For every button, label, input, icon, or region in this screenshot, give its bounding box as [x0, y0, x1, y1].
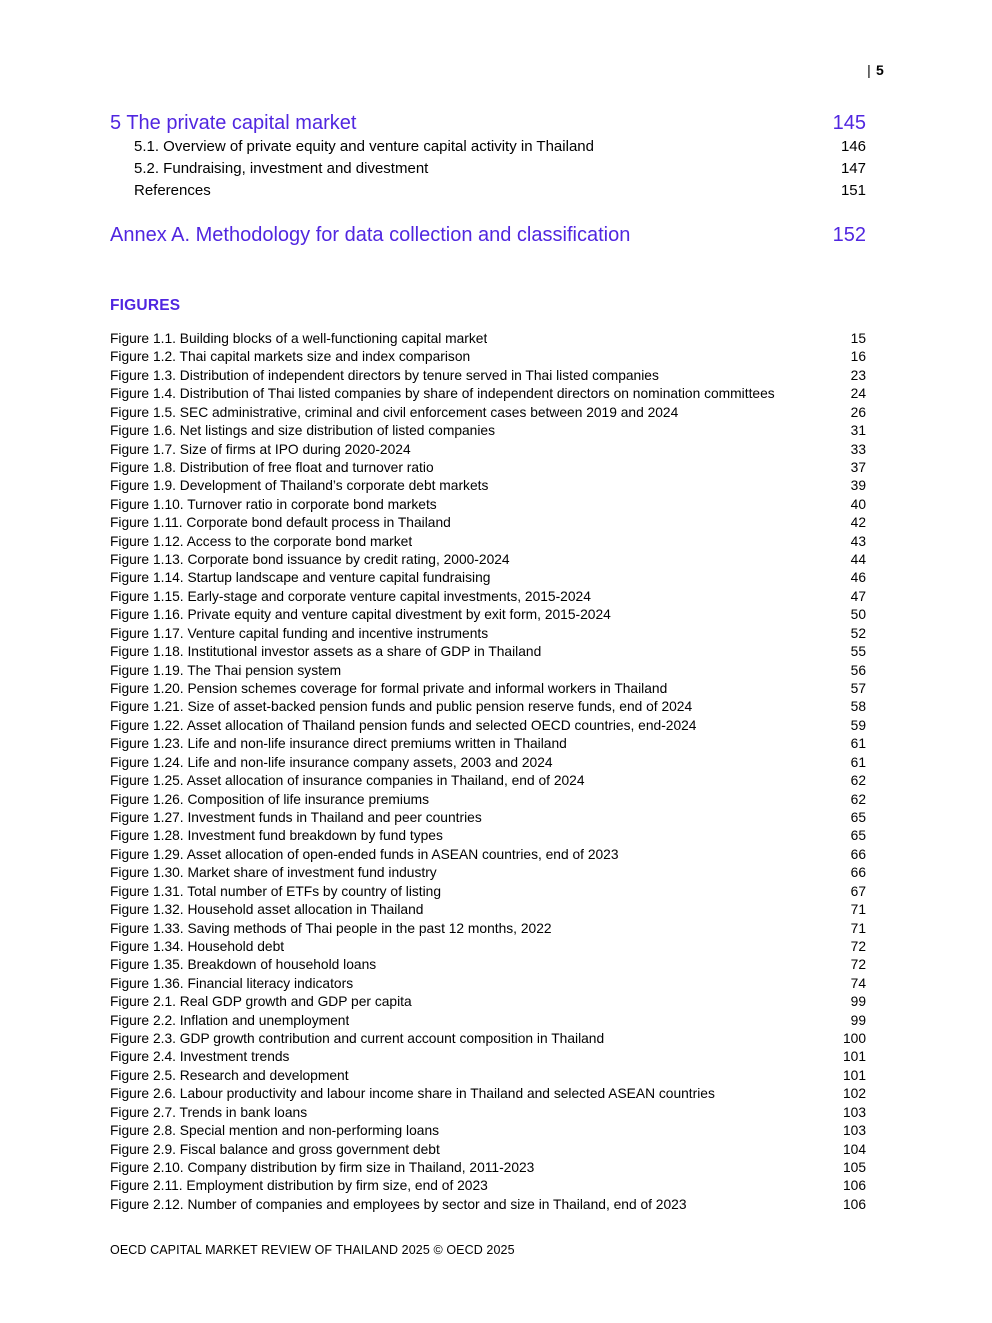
- figure-entry[interactable]: [110, 938, 866, 956]
- page-number: 5: [876, 62, 884, 78]
- figure-entry[interactable]: [110, 441, 866, 459]
- figure-entry[interactable]: [110, 1012, 866, 1030]
- toc-entry-chapter[interactable]: [110, 110, 866, 136]
- figure-entry[interactable]: [110, 1104, 866, 1122]
- figure-entry-title: Figure 1.22. Asset allocation of Thailand pension funds and selected OECD countries, end-2024: [110, 717, 697, 733]
- figure-entry[interactable]: [110, 883, 866, 901]
- figure-entry[interactable]: [110, 569, 866, 587]
- figure-entry-title: Figure 1.16. Private equity and venture capital divestment by exit form, 2015-2024: [110, 607, 611, 623]
- figure-entry[interactable]: [110, 1030, 866, 1048]
- figure-entry[interactable]: [110, 551, 866, 569]
- figure-entry[interactable]: [110, 422, 866, 440]
- figure-entry-page-number: 65: [850, 828, 866, 844]
- figure-entry[interactable]: [110, 864, 866, 882]
- toc-entry-section[interactable]: [110, 158, 866, 180]
- figure-entry-page-number: 15: [850, 331, 866, 346]
- figure-entry-title: Figure 1.36. Financial literacy indicators: [110, 975, 354, 991]
- toc-entry-page-number: 145: [832, 112, 866, 134]
- figure-entry-page-number: 104: [842, 1141, 866, 1157]
- toc-entry-annex[interactable]: [110, 222, 866, 248]
- figure-entry-page-number: 99: [850, 994, 866, 1010]
- figure-entry[interactable]: [110, 1177, 866, 1195]
- figure-entry-page-number: 66: [850, 865, 866, 881]
- figure-entry-page-number: 71: [850, 920, 866, 936]
- figure-entry-page-number: 46: [850, 570, 866, 586]
- figure-entry-page-number: 101: [842, 1049, 866, 1065]
- figure-entry[interactable]: [110, 1085, 866, 1103]
- figure-entry-title: Figure 1.33. Saving methods of Thai people in the past 12 months, 2022: [110, 920, 552, 936]
- figure-entry-title: Figure 1.17. Venture capital funding and incentive instruments: [110, 625, 489, 641]
- figure-entry-title: Figure 2.11. Employment distribution by firm size, end of 2023: [110, 1178, 488, 1194]
- toc-entry-title: Annex A. Methodology for data collection and classification: [110, 224, 631, 246]
- figure-entry-page-number: 106: [842, 1178, 866, 1194]
- figure-entry-title: Figure 1.8. Distribution of free float and turnover ratio: [110, 459, 434, 475]
- figure-entry-title: Figure 1.7. Size of firms at IPO during 2020-2024: [110, 441, 411, 457]
- figure-entry-page-number: 66: [850, 846, 866, 862]
- figure-entry-page-number: 37: [850, 459, 866, 475]
- figure-entry[interactable]: [110, 1067, 866, 1085]
- figure-entry-page-number: 72: [850, 938, 866, 954]
- figure-entry-title: Figure 2.10. Company distribution by firm size in Thailand, 2011-2023: [110, 1159, 535, 1175]
- toc-entry-page-number: 152: [832, 224, 866, 246]
- figure-entry-title: Figure 2.4. Investment trends: [110, 1049, 290, 1065]
- figure-entry-title: Figure 1.10. Turnover ratio in corporate bond markets: [110, 496, 437, 512]
- figure-entry[interactable]: [110, 662, 866, 680]
- toc-entry-title: 5 The private capital market: [110, 112, 357, 134]
- figure-entry-page-number: 72: [850, 957, 866, 973]
- figure-entry-page-number: 44: [850, 552, 866, 568]
- page-footer: OECD CAPITAL MARKET REVIEW OF THAILAND 2025 © OECD 2025: [110, 1243, 515, 1257]
- figure-entry[interactable]: [110, 404, 866, 422]
- figure-entry-title: Figure 1.29. Asset allocation of open-ended funds in ASEAN countries, end of 2023: [110, 846, 619, 862]
- figure-entry-page-number: 24: [850, 386, 866, 402]
- figure-entry[interactable]: [110, 477, 866, 495]
- figure-entry-title: Figure 2.7. Trends in bank loans: [110, 1104, 308, 1120]
- toc-entry-section[interactable]: [110, 136, 866, 158]
- figure-entry-title: Figure 2.1. Real GDP growth and GDP per capita: [110, 994, 412, 1010]
- figure-entry-title: Figure 1.5. SEC administrative, criminal and civil enforcement cases between 2019 and 2024: [110, 404, 679, 420]
- figure-entry[interactable]: [110, 643, 866, 661]
- toc-entry-title: References: [134, 182, 211, 199]
- figure-entry-page-number: 67: [850, 883, 866, 899]
- toc: [110, 110, 866, 248]
- figure-entry[interactable]: [110, 459, 866, 477]
- figure-entry-page-number: 31: [850, 423, 866, 439]
- figure-entry-title: Figure 1.24. Life and non-life insurance company assets, 2003 and 2024: [110, 754, 553, 770]
- figure-entry[interactable]: [110, 993, 866, 1011]
- figure-entry-page-number: 52: [850, 625, 866, 641]
- figure-entry-title: Figure 1.12. Access to the corporate bond market: [110, 533, 413, 549]
- figure-entry-title: Figure 1.19. The Thai pension system: [110, 662, 342, 678]
- toc-entry-section[interactable]: [110, 180, 866, 202]
- figure-entry-title: Figure 1.30. Market share of investment fund industry: [110, 865, 437, 881]
- figure-entry-page-number: 26: [850, 404, 866, 420]
- figure-entry-title: Figure 1.35. Breakdown of household loans: [110, 957, 377, 973]
- figure-entry[interactable]: [110, 717, 866, 735]
- figure-entry[interactable]: [110, 496, 866, 514]
- figure-entry-title: Figure 2.8. Special mention and non-performing loans: [110, 1123, 440, 1139]
- figure-entry[interactable]: [110, 735, 866, 753]
- figure-entry-title: Figure 2.12. Number of companies and employees by sector and size in Thailand, end of 2023: [110, 1196, 687, 1212]
- figure-entry-title: Figure 1.1. Building blocks of a well-functioning capital market: [110, 331, 488, 346]
- figure-entry-title: Figure 1.20. Pension schemes coverage for formal private and informal workers in Thailand: [110, 681, 668, 697]
- figures-heading: FIGURES: [110, 297, 181, 314]
- page-header: [867, 62, 884, 78]
- figure-entry-title: Figure 1.11. Corporate bond default process in Thailand: [110, 515, 451, 531]
- figure-entry-page-number: 16: [850, 349, 866, 365]
- figure-entry-title: Figure 1.4. Distribution of Thai listed companies by share of independent directors on nomination committees: [110, 386, 775, 402]
- figure-entry-page-number: 47: [850, 588, 866, 604]
- figure-entry-title: Figure 1.28. Investment fund breakdown by fund types: [110, 828, 443, 844]
- figure-entry-page-number: 103: [842, 1123, 866, 1139]
- figure-entry-page-number: 40: [850, 496, 866, 512]
- figure-entry-title: Figure 2.5. Research and development: [110, 1067, 349, 1083]
- figure-entry[interactable]: [110, 330, 866, 348]
- figure-entry-page-number: 59: [850, 717, 866, 733]
- figure-entry-page-number: 62: [850, 773, 866, 789]
- figure-entry-page-number: 39: [850, 478, 866, 494]
- figure-entry-page-number: 65: [850, 809, 866, 825]
- figure-entry-title: Figure 1.18. Institutional investor assets as a share of GDP in Thailand: [110, 644, 542, 660]
- figure-entry-title: Figure 1.26. Composition of life insurance premiums: [110, 791, 430, 807]
- figure-entry-page-number: 71: [850, 902, 866, 918]
- toc-entry-page-number: 147: [840, 160, 866, 177]
- figure-entry[interactable]: [110, 975, 866, 993]
- figure-entry[interactable]: [110, 606, 866, 624]
- toc-entry-page-number: 146: [840, 138, 866, 155]
- figure-entry-page-number: 61: [850, 754, 866, 770]
- figure-entry-page-number: 43: [850, 533, 866, 549]
- figure-entry[interactable]: [110, 809, 866, 827]
- figure-entry[interactable]: [110, 588, 866, 606]
- figure-entry-title: Figure 1.32. Household asset allocation in Thailand: [110, 902, 424, 918]
- figure-entry-page-number: 99: [850, 1012, 866, 1028]
- figure-entry[interactable]: [110, 846, 866, 864]
- figure-entry-title: Figure 1.23. Life and non-life insurance direct premiums written in Thailand: [110, 736, 567, 752]
- figure-entry-page-number: 33: [850, 441, 866, 457]
- figure-entry-page-number: 55: [850, 644, 866, 660]
- figure-entry-title: Figure 1.3. Distribution of independent directors by tenure served in Thai listed companies: [110, 367, 659, 383]
- figure-entry-page-number: 101: [842, 1067, 866, 1083]
- figure-entry[interactable]: [110, 625, 866, 643]
- figure-entry-title: Figure 2.9. Fiscal balance and gross government debt: [110, 1141, 440, 1157]
- figure-entry[interactable]: [110, 791, 866, 809]
- figure-entry[interactable]: [110, 385, 866, 403]
- figure-entry-title: Figure 1.9. Development of Thailand’s corporate debt markets: [110, 478, 489, 494]
- figure-entry[interactable]: [110, 754, 866, 772]
- figure-entry-page-number: 74: [850, 975, 866, 991]
- figure-entry-title: Figure 1.25. Asset allocation of insurance companies in Thailand, end of 2024: [110, 773, 585, 789]
- figure-entry-title: Figure 1.13. Corporate bond issuance by credit rating, 2000-2024: [110, 552, 510, 568]
- figure-entry[interactable]: [110, 514, 866, 532]
- figure-entry-title: Figure 2.6. Labour productivity and labour income share in Thailand and selected ASEAN countries: [110, 1086, 715, 1102]
- figure-entry[interactable]: [110, 698, 866, 716]
- toc-entry-title: 5.1. Overview of private equity and venture capital activity in Thailand: [134, 138, 594, 155]
- figure-entry[interactable]: [110, 1196, 866, 1214]
- figure-entry[interactable]: [110, 772, 866, 790]
- figure-entry-title: Figure 1.2. Thai capital markets size and index comparison: [110, 349, 471, 365]
- figures-list: [110, 330, 866, 1214]
- figure-entry[interactable]: [110, 533, 866, 551]
- figure-entry-title: Figure 1.21. Size of asset-backed pension funds and public pension reserve funds, end of 2024: [110, 699, 693, 715]
- figure-entry-title: Figure 1.6. Net listings and size distribution of listed companies: [110, 423, 495, 439]
- toc-entry-page-number: 151: [840, 182, 866, 199]
- figure-entry-page-number: 56: [850, 662, 866, 678]
- figure-entry[interactable]: [110, 680, 866, 698]
- figure-entry-page-number: 100: [842, 1031, 866, 1047]
- figure-entry-page-number: 42: [850, 515, 866, 531]
- figure-entry[interactable]: [110, 901, 866, 919]
- figure-entry-page-number: 50: [850, 607, 866, 623]
- figure-entry[interactable]: [110, 827, 866, 845]
- figure-entry-page-number: 102: [842, 1086, 866, 1102]
- figure-entry[interactable]: [110, 956, 866, 974]
- figure-entry-title: Figure 1.27. Investment funds in Thailand and peer countries: [110, 809, 482, 825]
- figure-entry-page-number: 62: [850, 791, 866, 807]
- figure-entry-title: Figure 1.31. Total number of ETFs by country of listing: [110, 883, 442, 899]
- figure-entry[interactable]: [110, 1048, 866, 1066]
- figure-entry-page-number: 103: [842, 1104, 866, 1120]
- figure-entry-page-number: 23: [850, 367, 866, 383]
- figure-entry-title: Figure 1.34. Household debt: [110, 938, 285, 954]
- figure-entry[interactable]: [110, 920, 866, 938]
- figure-entry[interactable]: [110, 1141, 866, 1159]
- page-number-separator: |: [867, 62, 871, 78]
- figure-entry-title: Figure 1.14. Startup landscape and venture capital fundraising: [110, 570, 491, 586]
- figure-entry-page-number: 105: [842, 1159, 866, 1175]
- figure-entry[interactable]: [110, 1159, 866, 1177]
- figure-entry-page-number: 61: [850, 736, 866, 752]
- figure-entry-page-number: 58: [850, 699, 866, 715]
- figure-entry[interactable]: [110, 1122, 866, 1140]
- figure-entry[interactable]: [110, 348, 866, 366]
- figure-entry-title: Figure 2.2. Inflation and unemployment: [110, 1012, 350, 1028]
- figure-entry-title: Figure 1.15. Early-stage and corporate venture capital investments, 2015-2024: [110, 588, 591, 604]
- figure-entry-page-number: 57: [850, 681, 866, 697]
- figure-entry-title: Figure 2.3. GDP growth contribution and current account composition in Thailand: [110, 1031, 605, 1047]
- figure-entry-page-number: 106: [842, 1196, 866, 1212]
- toc-entry-title: 5.2. Fundraising, investment and divestment: [134, 160, 429, 177]
- figure-entry[interactable]: [110, 367, 866, 385]
